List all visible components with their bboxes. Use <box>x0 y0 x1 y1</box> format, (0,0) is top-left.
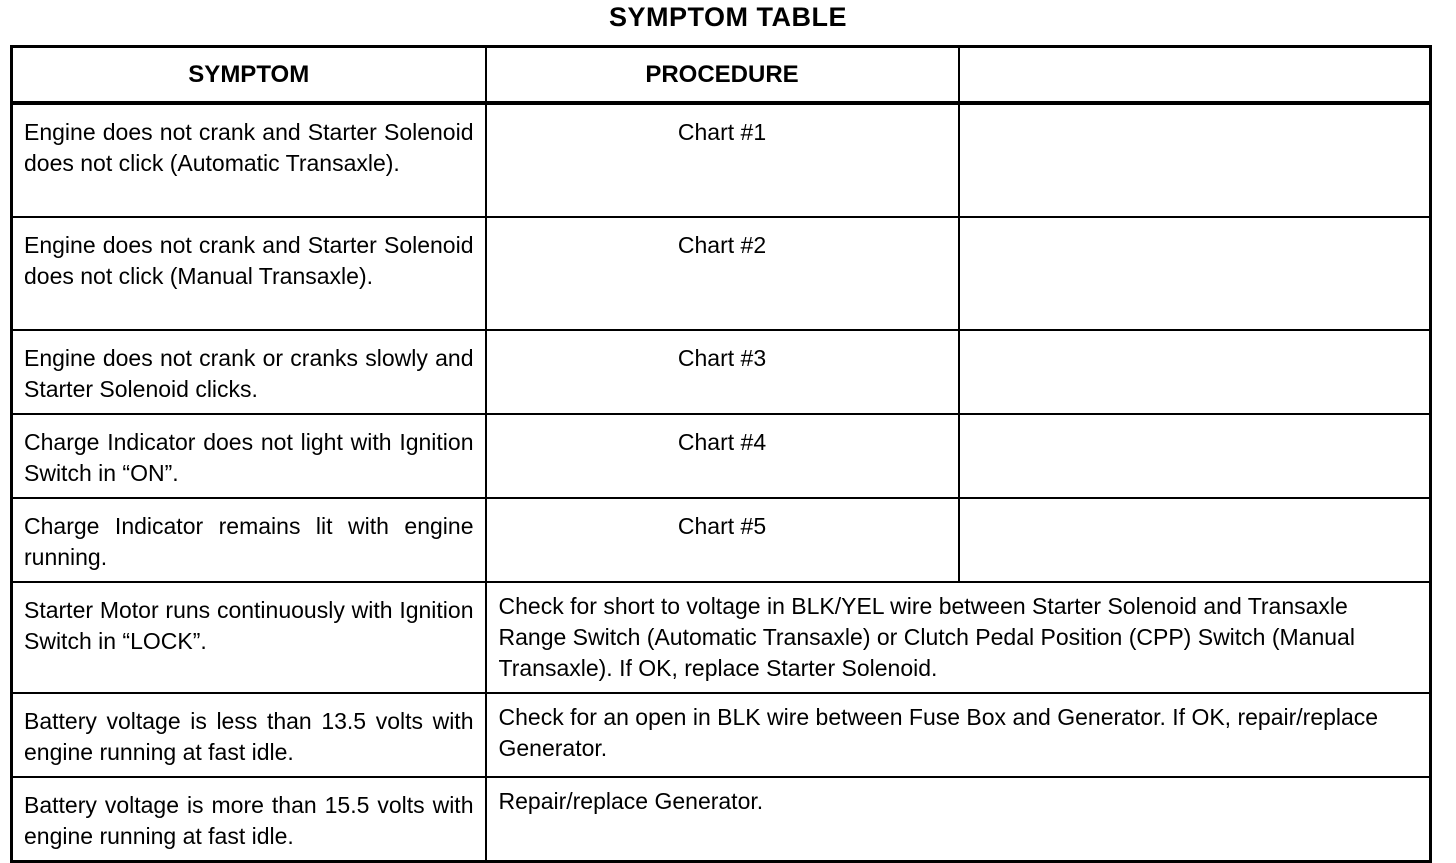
procedure-column-header: PROCEDURE <box>486 47 959 104</box>
procedure-cell <box>486 777 1431 862</box>
blank-cell <box>959 414 1431 498</box>
chart-reference: Chart #1 <box>677 119 767 145</box>
blank-cell <box>959 217 1431 330</box>
chart-reference: Chart #2 <box>677 232 767 258</box>
symptom-text: Starter Motor runs continuously with Ignition Switch in “LOCK”. <box>24 597 474 654</box>
table-row <box>12 217 1431 330</box>
chart-reference: Chart #4 <box>677 429 767 455</box>
symptom-text: Battery voltage is more than 15.5 volts with engine running at fast idle. <box>24 792 474 849</box>
blank-column-header <box>959 47 1431 104</box>
symptom-cell <box>12 582 486 693</box>
procedure-cell <box>486 414 959 498</box>
symptom-text: Engine does not crank or cranks slowly and Starter Solenoid clicks. <box>24 345 474 402</box>
symptom-text: Charge Indicator remains lit with engine running. <box>24 513 474 570</box>
procedure-cell <box>486 582 1431 693</box>
symptom-cell <box>12 693 486 777</box>
symptom-cell <box>12 498 486 582</box>
symptom-text: Engine does not crank and Starter Solenoid does not click (Automatic Transaxle). <box>24 119 474 176</box>
symptom-text: Charge Indicator does not light with Ignition Switch in “ON”. <box>24 429 474 486</box>
table-row <box>12 498 1431 582</box>
symptom-table <box>10 45 1432 863</box>
chart-reference: Chart #5 <box>677 513 767 539</box>
procedure-text: Repair/replace Generator. <box>498 788 764 814</box>
blank-cell <box>959 103 1431 217</box>
symptom-cell <box>12 103 486 217</box>
procedure-text: Check for short to voltage in BLK/YEL wire between Starter Solenoid and Transaxle Range Switch (Automatic Transaxle) or Clutch Pedal Position (CPP) Switch (Manual Transaxle). If OK, replace Starter Solenoid. <box>498 593 1355 681</box>
procedure-cell <box>486 498 959 582</box>
symptom-cell <box>12 217 486 330</box>
table-row <box>12 414 1431 498</box>
symptom-text: Battery voltage is less than 13.5 volts with engine running at fast idle. <box>24 708 474 765</box>
table-row <box>12 693 1431 777</box>
blank-cell <box>959 498 1431 582</box>
procedure-cell <box>486 103 959 217</box>
chart-reference: Chart #3 <box>677 345 767 371</box>
symptom-column-header: SYMPTOM <box>12 47 486 104</box>
symptom-text: Engine does not crank and Starter Solenoid does not click (Manual Transaxle). <box>24 232 474 289</box>
procedure-cell <box>486 330 959 414</box>
table-row <box>12 103 1431 217</box>
symptom-cell <box>12 777 486 862</box>
blank-cell <box>959 330 1431 414</box>
page-title: SYMPTOM TABLE <box>608 2 847 32</box>
procedure-cell <box>486 693 1431 777</box>
table-header-row <box>12 47 1431 104</box>
table-row <box>12 582 1431 693</box>
table-row <box>12 777 1431 862</box>
procedure-text: Check for an open in BLK wire between Fuse Box and Generator. If OK, repair/replace Generator. <box>498 704 1379 761</box>
symptom-cell <box>12 414 486 498</box>
procedure-cell <box>486 217 959 330</box>
table-row <box>12 330 1431 414</box>
symptom-cell <box>12 330 486 414</box>
